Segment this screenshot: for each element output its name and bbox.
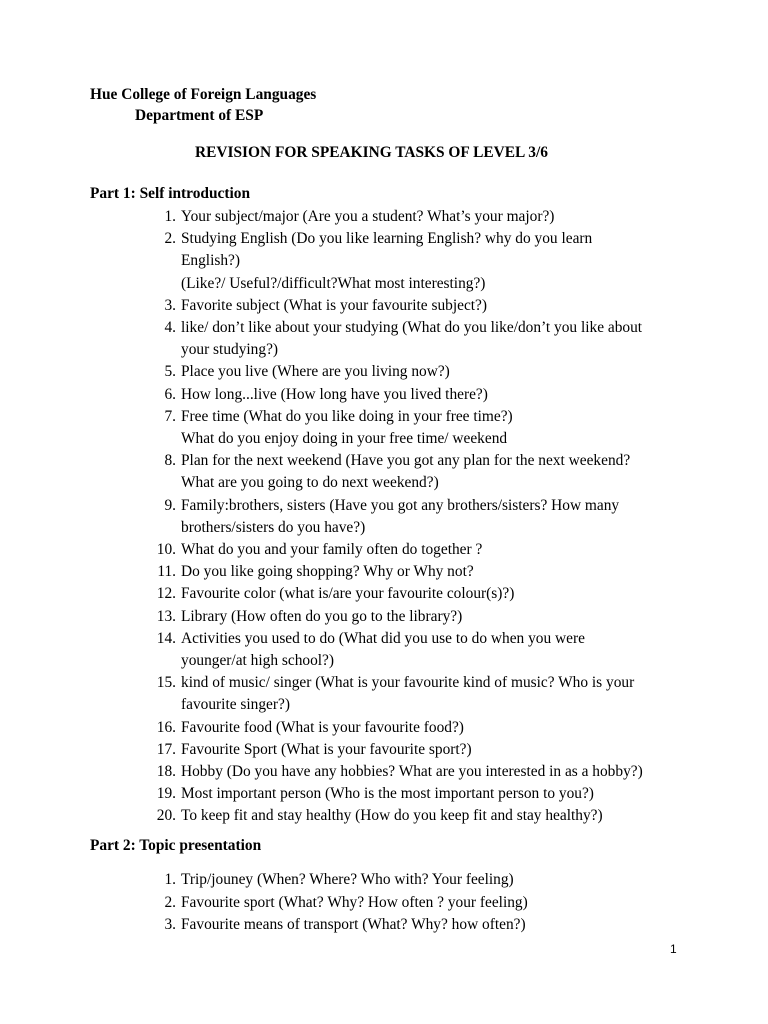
part1-item-text: Favourite Sport (What is your favourite sport?) <box>181 740 472 758</box>
part1-item-text: Your subject/major (Are you a student? What’s your major?) <box>181 208 555 225</box>
part1-item-number: 5. <box>164 363 176 381</box>
page-number: 1 <box>670 942 677 956</box>
part1-item-text: Favourite food (What is your favourite food?) <box>181 718 464 736</box>
part1-item-number: 7. <box>164 407 176 425</box>
part1-item-text: What do you enjoy doing in your free time/ weekend <box>181 429 508 447</box>
part1-item-text: What do you and your family often do together ? <box>181 541 483 558</box>
part1-item-number: 20. <box>156 807 176 825</box>
part1-item-number: 13. <box>156 607 176 625</box>
part1-item-text: Family:brothers, sisters (Have you got any brothers/sisters? How many <box>181 496 620 514</box>
part1-item-number: 15. <box>156 674 176 692</box>
part1-item-text: To keep fit and stay healthy (How do you keep fit and stay healthy?) <box>181 807 603 825</box>
part2-item-number: 1. <box>164 871 176 888</box>
part1-item-number: 19. <box>156 785 176 803</box>
part1-item-text: favourite singer?) <box>181 696 290 714</box>
part1-item-number: 9. <box>164 496 176 514</box>
part1-item-text: Studying English (Do you like learning English? why do you learn <box>181 230 593 248</box>
part1-item-text: Hobby (Do you have any hobbies? What are you interested in as a hobby?) <box>181 763 643 780</box>
part1-item-number: 14. <box>156 629 176 647</box>
part1-item-text: How long...live (How long have you lived there?) <box>181 385 488 403</box>
part1-item-number: 1. <box>164 208 176 225</box>
part1-item-number: 18. <box>156 763 176 780</box>
part2-item-number: 2. <box>164 893 176 911</box>
part1-item-text: English?) <box>181 252 240 270</box>
part1-item-number: 17. <box>156 740 176 758</box>
department-name: Department of ESP <box>135 107 264 124</box>
part1-item-number: 16. <box>156 718 176 736</box>
part1-item-text: Most important person (Who is the most important person to you?) <box>181 785 594 803</box>
part2-item-text: Trip/jouney (When? Where? Who with? Your feeling) <box>181 871 514 888</box>
part1-item-text: younger/at high school?) <box>181 651 335 669</box>
part1-item-text: Favorite subject (What is your favourite subject?) <box>181 296 488 314</box>
part1-item-text: kind of music/ singer (What is your favourite kind of music? Who is your <box>181 674 635 692</box>
part1-item-text: like/ don’t like about your studying (What do you like/don’t you like about <box>181 319 643 336</box>
part1-item-number: 6. <box>164 385 176 403</box>
part1-item-number: 3. <box>164 296 176 314</box>
part1-heading: Part 1: Self introduction <box>90 185 251 202</box>
part1-item-number: 8. <box>164 452 176 470</box>
part1-item-text: What are you going to do next weekend?) <box>181 474 439 492</box>
part1-item-number: 12. <box>156 585 176 603</box>
part1-item-text: brothers/sisters do you have?) <box>181 518 366 536</box>
part1-item-number: 2. <box>164 230 176 248</box>
part2-item-text: Favourite sport (What? Why? How often ? your feeling) <box>181 893 528 911</box>
part2-heading: Part 2: Topic presentation <box>90 837 262 854</box>
part1-item-text: Do you like going shopping? Why or Why not? <box>181 563 474 581</box>
part2-item-number: 3. <box>164 916 176 933</box>
part1-item-text: Plan for the next weekend (Have you got any plan for the next weekend? <box>181 452 631 470</box>
part1-item-text: Free time (What do you like doing in your free time?) <box>181 407 513 425</box>
part1-item-text: Place you live (Where are you living now?) <box>181 363 450 381</box>
part2-item-text: Favourite means of transport (What? Why? how often?) <box>181 916 526 933</box>
part1-item-text: Library (How often do you go to the library?) <box>181 607 463 625</box>
institution-name: Hue College of Foreign Languages <box>90 86 317 103</box>
part1-item-text: Favourite color (what is/are your favourite colour(s)?) <box>181 585 515 603</box>
document-title: REVISION FOR SPEAKING TASKS OF LEVEL 3/6 <box>195 144 548 161</box>
part1-item-number: 10. <box>156 541 176 558</box>
part1-item-number: 11. <box>157 563 176 581</box>
part1-item-number: 4. <box>164 319 176 336</box>
part1-item-text: your studying?) <box>181 341 279 359</box>
part1-item-text: (Like?/ Useful?/difficult?What most interesting?) <box>181 274 486 292</box>
part1-item-text: Activities you used to do (What did you use to do when you were <box>181 629 585 647</box>
